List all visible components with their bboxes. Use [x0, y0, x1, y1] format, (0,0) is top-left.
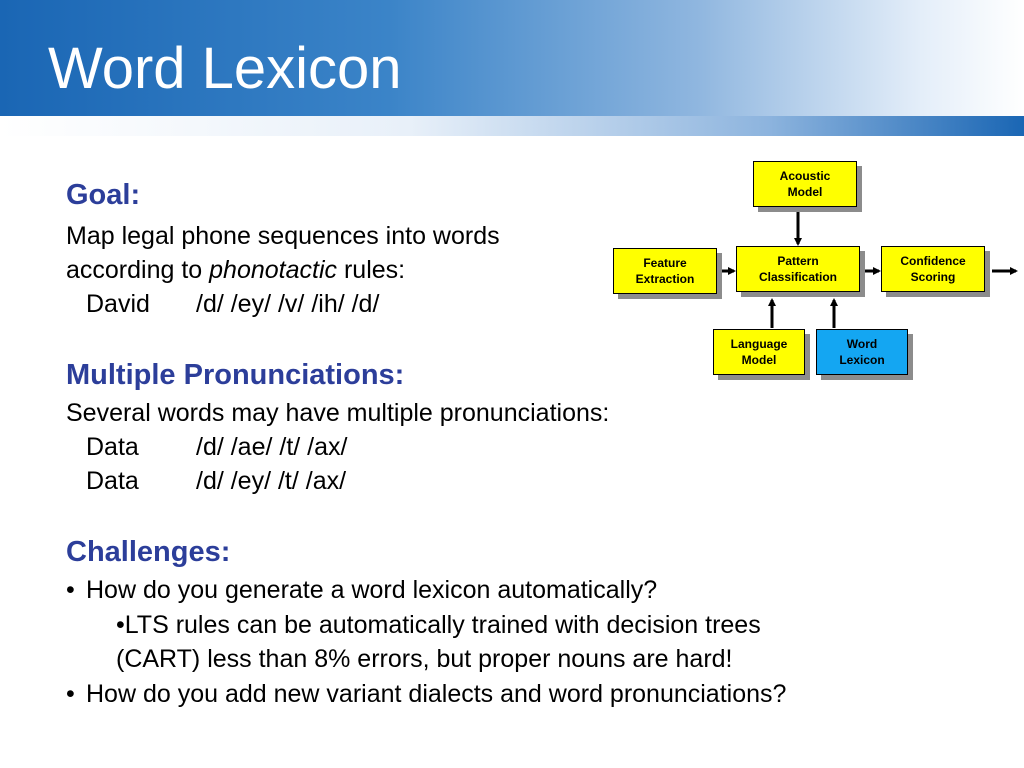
challenge-item [66, 679, 786, 709]
goal-heading: Goal: [66, 179, 141, 211]
feature-extraction-box [613, 248, 717, 294]
box-label-line: Lexicon [839, 353, 885, 367]
box-label-line: Model [787, 185, 823, 199]
confidence-scoring-box [881, 246, 985, 292]
pronunciation-example [86, 466, 347, 496]
box-label-line: Scoring [910, 270, 956, 284]
goal-line-2-prefix: according to [66, 256, 210, 284]
box-label-line: Model [741, 353, 777, 367]
challenge-subitem-continued: (CART) less than 8% errors, but proper nouns are hard! [116, 645, 733, 673]
slide-title: Word Lexicon [48, 36, 402, 101]
word-lexicon-box [816, 329, 908, 375]
pattern-classification-box [736, 246, 860, 292]
example-phones: /d/ /ey/ /t/ /ax/ [196, 467, 347, 495]
challenge-subitem: •LTS rules can be automatically trained with decision trees [116, 611, 761, 639]
example-phones: /d/ /ae/ /t/ /ax/ [196, 433, 348, 461]
acoustic-model-box [753, 161, 857, 207]
box-label-line: Extraction [635, 272, 695, 286]
bullet: • [66, 576, 75, 604]
box-label-line: Language [730, 337, 788, 351]
example-word: Data [86, 467, 139, 495]
challenges-heading: Challenges: [66, 536, 231, 568]
title-bar-accent [0, 116, 1024, 136]
asr-pipeline-diagram [600, 150, 1024, 390]
box-label-line: Feature [643, 256, 687, 270]
pronunciations-heading: Multiple Pronunciations: [66, 359, 405, 391]
challenge-text: How do you add new variant dialects and word pronunciations? [86, 680, 787, 708]
goal-line-2 [66, 255, 405, 285]
box-label-line: Confidence [900, 254, 966, 268]
box-label-line: Classification [758, 270, 838, 284]
pronunciations-line-1: Several words may have multiple pronunciations: [66, 399, 610, 427]
challenge-text: How do you generate a word lexicon automatically? [86, 576, 658, 604]
example-word: Data [86, 433, 139, 461]
challenge-item [66, 575, 657, 605]
box-label-line: Acoustic [779, 169, 831, 183]
goal-line-2-emphasis: phonotactic [209, 256, 338, 284]
goal-example [86, 289, 380, 319]
goal-line-2-suffix: rules: [337, 256, 406, 284]
box-label-line: Pattern [777, 254, 819, 268]
bullet: • [66, 680, 75, 708]
goal-line-1: Map legal phone sequences into words [66, 222, 500, 250]
box-label-line: Word [846, 337, 878, 351]
example-phones: /d/ /ey/ /v/ /ih/ /d/ [196, 290, 380, 318]
language-model-box [713, 329, 805, 375]
example-word: David [86, 290, 150, 318]
pronunciation-example [86, 432, 348, 462]
